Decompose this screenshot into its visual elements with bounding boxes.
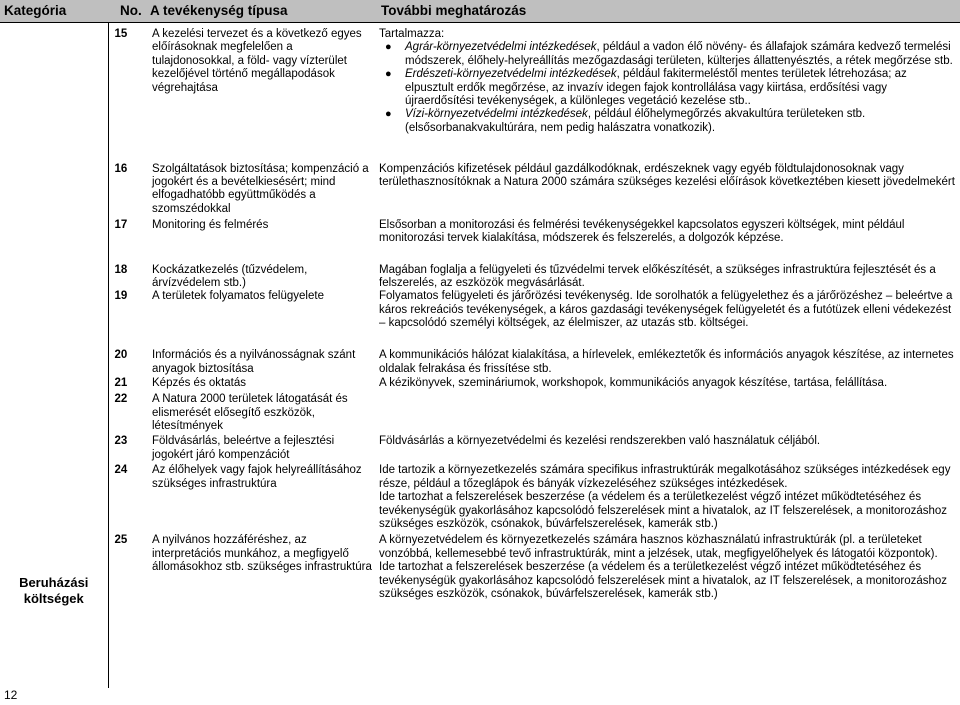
activity-type: A kezelési tervezet és a következő egyes előírásoknak megfelelően a tulajdonosokkal, a föld- vagy vízterület kezelőjével történő megállapodások végrehajtása [152,28,362,94]
further-definition: Kompenzációs kifizetések például gazdálkodóknak, erdészeknek vagy egyéb földtulajdonosoknak vagy területhasznosítóknak a Natura 2000 számára szükséges kezelési előírások következtében kiesett jövedelmekért [379,162,955,188]
activity-type: Monitoring és felmérés [152,218,269,231]
activity-type: Információs és a nyilvánosságnak szánt anyagok biztosítása [152,349,356,375]
further-definition: Földvásárlás a környezetvédelmi és kezelési rendszerekben való használatuk céljából. [379,435,821,448]
activity-type: Szolgáltatások biztosítása; kompenzáció a jogokért és a bevételkiesésért; mind elfogadhatóbb együttműködés a szomszédokkal [152,162,369,215]
header-number: No. [108,0,150,23]
description-paragraph: Ide tartozhat a felszerelések beszerzése (a védelem és a területkezelést végző intézet működtetéséhez és tevékenységük gyakorlásához kapcsolódó felszerelések mint a hivatalok, az IT felszerelések, a monitorozáshoz szükséges eszközök, csónakok, búvárfelszerelések, kamerák stb.) [379,491,948,530]
activity-type: Az élőhelyek vagy fajok helyreállításához szükséges infrastruktúra [152,464,362,490]
activity-type: A nyilvános hozzáféréshez, az interpretációs munkához, a megfigyelő állomásokhoz stb. szükséges infrastruktúra [152,534,372,574]
further-definition [377,464,960,534]
table-row [0,349,960,377]
row-number: 22 [114,393,128,406]
further-definition: Folyamatos felügyeleti és járőrözési tevékenység. Ide sorolhatók a felügyelethez és a járőrözéshez – beleértve a káros rekreációs tevékenységek, a káros gazdasági tevékenységek felügyeletét és a futótüzek elleni védekezést – kapcsolódó személyi költségek, az élelmiszer, az utazás stb. költségei. [379,290,953,330]
row-number: 18 [114,263,128,276]
spacer-row [0,624,960,632]
spacer-row [0,656,960,664]
activity-type: Földvásárlás, beleértve a fejlesztési jogokért járó kompenzációt [152,435,335,461]
header-further-definition: További meghatározás [377,0,960,23]
activity-type: A területek folyamatos felügyelete [152,290,324,303]
row-number: 16 [114,162,128,175]
row-number: 15 [114,28,128,40]
table-row [0,290,960,349]
further-definition [377,534,960,624]
measure-list [379,41,958,135]
further-definition [377,393,960,435]
category-cell [0,23,108,689]
table-row [0,23,960,163]
table-row [0,435,960,464]
activity-type: Képzés és oktatás [152,377,246,390]
further-definition: A kézikönyvek, szemináriumok, workshopok, kommunikációs anyagok készítése, tartása, felállítása. [379,377,888,390]
table-row [0,464,960,534]
table-row [0,393,960,435]
header-category: Kategória [0,0,108,23]
description-paragraph: Ide tartozik a környezetkezelés számára specifikus infrastruktúrák megalkotásához szükséges intézkedések egy része, például a tőzeglápok és bányák vízkezeléséhez szükséges intézkedések. [379,464,951,490]
table-row [0,163,960,219]
row-number: 20 [114,349,128,362]
table-row [0,260,960,291]
activity-type: A Natura 2000 területek látogatását és elismerését elősegítő eszközök, létesítmények [152,393,348,433]
list-item: ● Vízi-környezetvédelmi intézkedések, például élőhelymegőrzés akvakultúra területeken stb. (elsősorbanakvakultúrára, nem pedig halászatra vonatkozik). [385,108,866,134]
row-number: 25 [114,534,128,547]
list-item: ● Agrár-környezetvédelmi intézkedések, például a vadon élő növény- és állafajok számára kedvező termelési módszerek, élőhely-helyreállítás mezőgazdasági területen, külterjes állattenyésztés, a rétek megőrzése stb. [385,41,953,67]
spacer-row [0,664,960,672]
row-number: 24 [114,464,128,477]
further-definition: Elsősorban a monitorozási és felmérési tevékenységekkel kapcsolatos egyszeri költségek, mint például monitorozási tervek kialakítása, módszerek és felszerelés, a dolgozók képzése. [379,218,905,244]
spacer-row [0,680,960,688]
table-row [0,534,960,624]
spacer-row [0,672,960,680]
bullet-icon: ● [385,108,392,121]
header-activity-type: A tevékenység típusa [150,0,377,23]
activity-type: Kockázatkezelés (tűzvédelem, árvízvédelem stb.) [152,263,308,289]
description-paragraph: Ide tartozhat a felszerelések beszerzése (a védelem és a területkezelést végző intézet működtetéséhez és tevékenységük gyakorlásához kapcsolódó felszerelések mint a hivatalok, az IT felszerelések, a monitorozáshoz szükséges eszközök, csónakok, búvárfelszerelések, kamerák stb.) [379,561,948,600]
spacer-row [0,648,960,656]
page-number: 12 [4,688,18,702]
row-number: 23 [114,435,128,448]
row-number: 17 [114,218,128,231]
table-row [0,219,960,260]
further-definition: Magában foglalja a felügyeleti és tűzvédelmi tervek előkészítését, a szükséges infrastruktúra fejlesztését és a felszerelés, az eszközök megvásárlását. [379,263,936,289]
further-definition: A kommunikációs hálózat kialakítása, a hírlevelek, emlékeztetők és információs anyagok készítése, az internetes oldalak felrakása és frissítése stb. [379,349,954,375]
category-label: Beruházási költségek [19,574,89,606]
table-header-row [0,0,960,23]
bullet-icon: ● [385,68,392,81]
further-definition [377,23,960,163]
bullet-icon: ● [385,41,392,54]
row-number: 21 [114,377,128,390]
spacer-row [0,640,960,648]
contents-intro: Tartalmazza: [379,28,445,40]
description-paragraph: A környezetvédelem és környezetkezelés számára hasznos közhasználatú infrastruktúrák (pl. a területeket vonzóbbá, kellemesebbé tevő infrastruktúrák, mint a jelzések, utak, megfigyelőhelyek és látogatói központok). [379,534,938,560]
list-item: ● Erdészeti-környezetvédelmi intézkedések, például fakitermeléstől mentes területek létrehozása; az elpusztult erdők megőrzése, az invazív idegen fajok kontrollálása vagy kiirtása, erdősítési vagy újraerdősítési tevékenységek, a különleges vegetáció kezelése stb.. [385,68,907,108]
spacer-row [0,632,960,640]
row-number: 19 [114,290,128,303]
table-row [0,377,960,393]
